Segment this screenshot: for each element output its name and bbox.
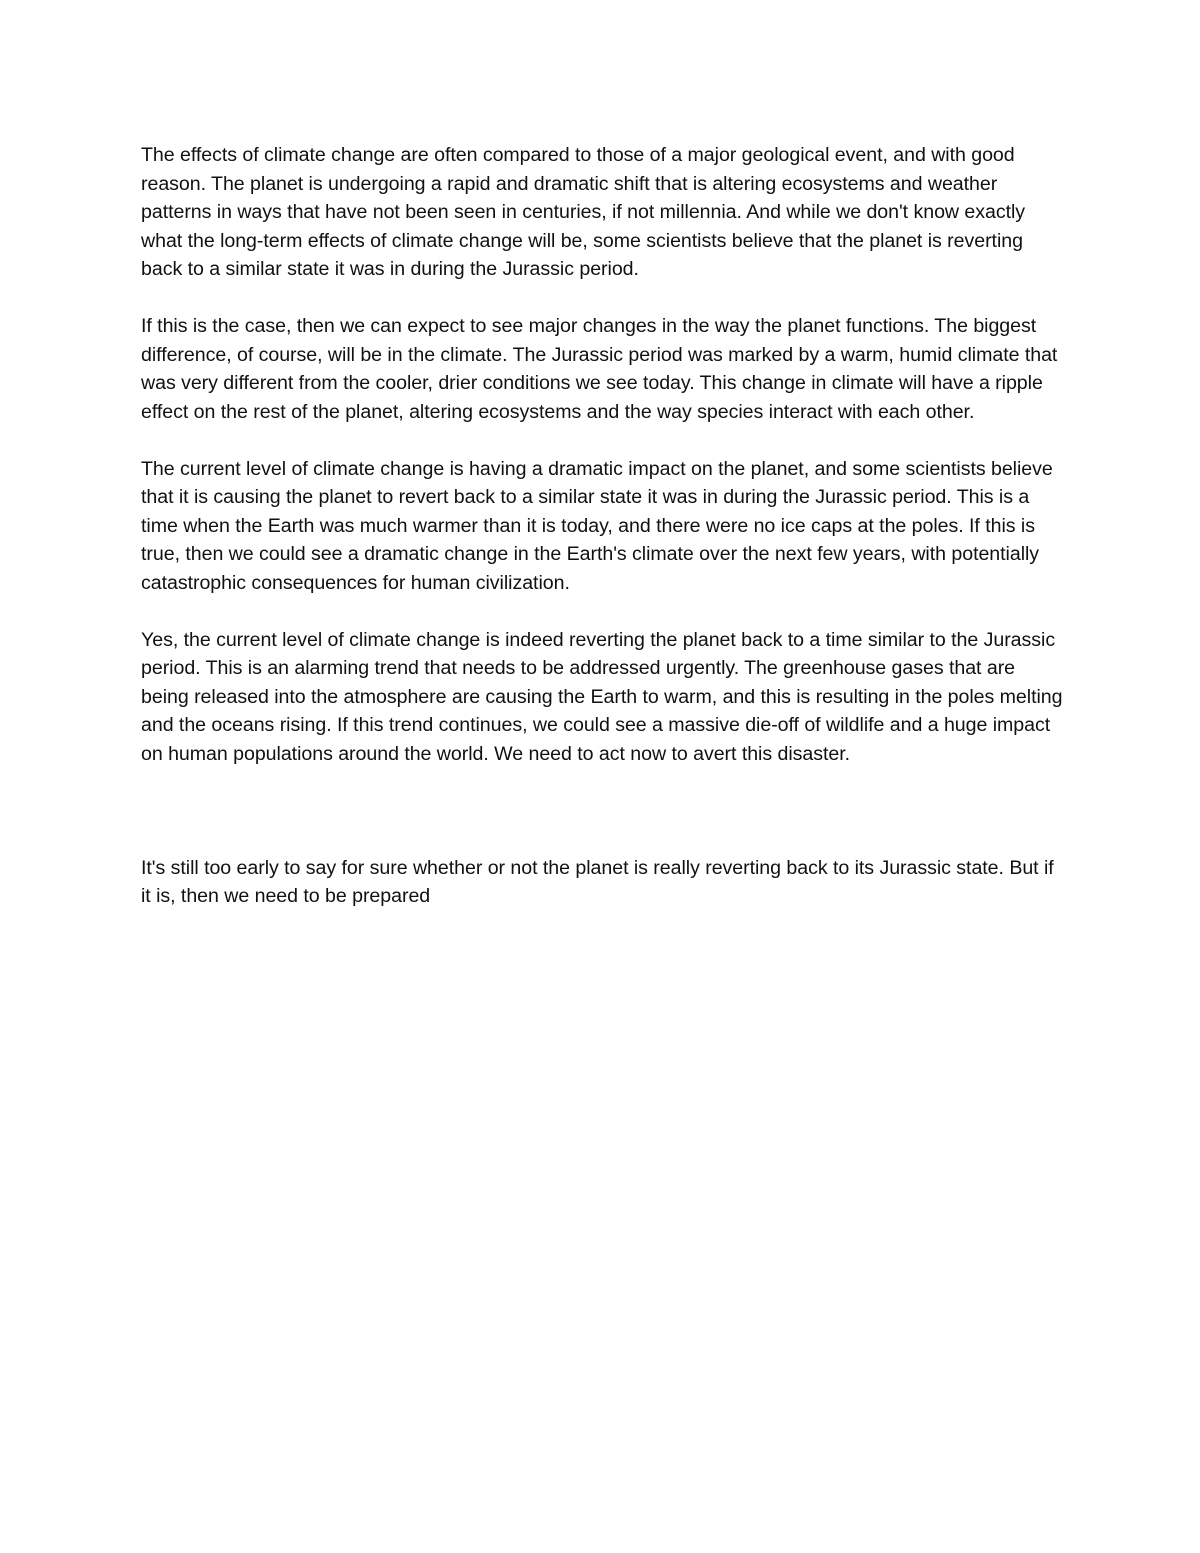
document-body bbox=[141, 141, 1066, 939]
paragraph-3: The current level of climate change is having a dramatic impact on the planet, and some scientists believe that it is causing the planet to revert back to a similar state it was in during the Jurassic period. This is a time when the Earth was much warmer than it is today, and there were no ice caps at the poles. If this is true, then we could see a dramatic change in the Earth's climate over the next few years, with potentially catastrophic consequences for human civilization. bbox=[141, 457, 1053, 594]
paragraph-1: The effects of climate change are often compared to those of a major geological event, and with good reason. The planet is undergoing a rapid and dramatic shift that is altering ecosystems and weather patterns in ways that have not been seen in centuries, if not millennia. And while we don't know exactly what the long-term effects of climate change will be, some scientists believe that the planet is reverting back to a similar state it was in during the Jurassic period. bbox=[141, 144, 1026, 280]
paragraph-5: It's still too early to say for sure whether or not the planet is really reverting back to its Jurassic state. But if it is, then we need to be prepared bbox=[141, 856, 1054, 907]
paragraph-4: Yes, the current level of climate change is indeed reverting the planet back to a time similar to the Jurassic period. This is an alarming trend that needs to be addressed urgently. The greenhouse gases that are being released into the atmosphere are causing the Earth to warm, and this is resulting in the poles melting and the oceans rising. If this trend continues, we could see a massive die-off of wildlife and a huge impact on human populations around the world. We need to act now to avert this disaster. bbox=[141, 628, 1063, 765]
paragraph-2: If this is the case, then we can expect to see major changes in the way the planet functions. The biggest difference, of course, will be in the climate. The Jurassic period was marked by a warm, humid climate that was very different from the cooler, drier conditions we see today. This change in climate will have a ripple effect on the rest of the planet, altering ecosystems and the way species interact with each other. bbox=[141, 315, 1058, 423]
